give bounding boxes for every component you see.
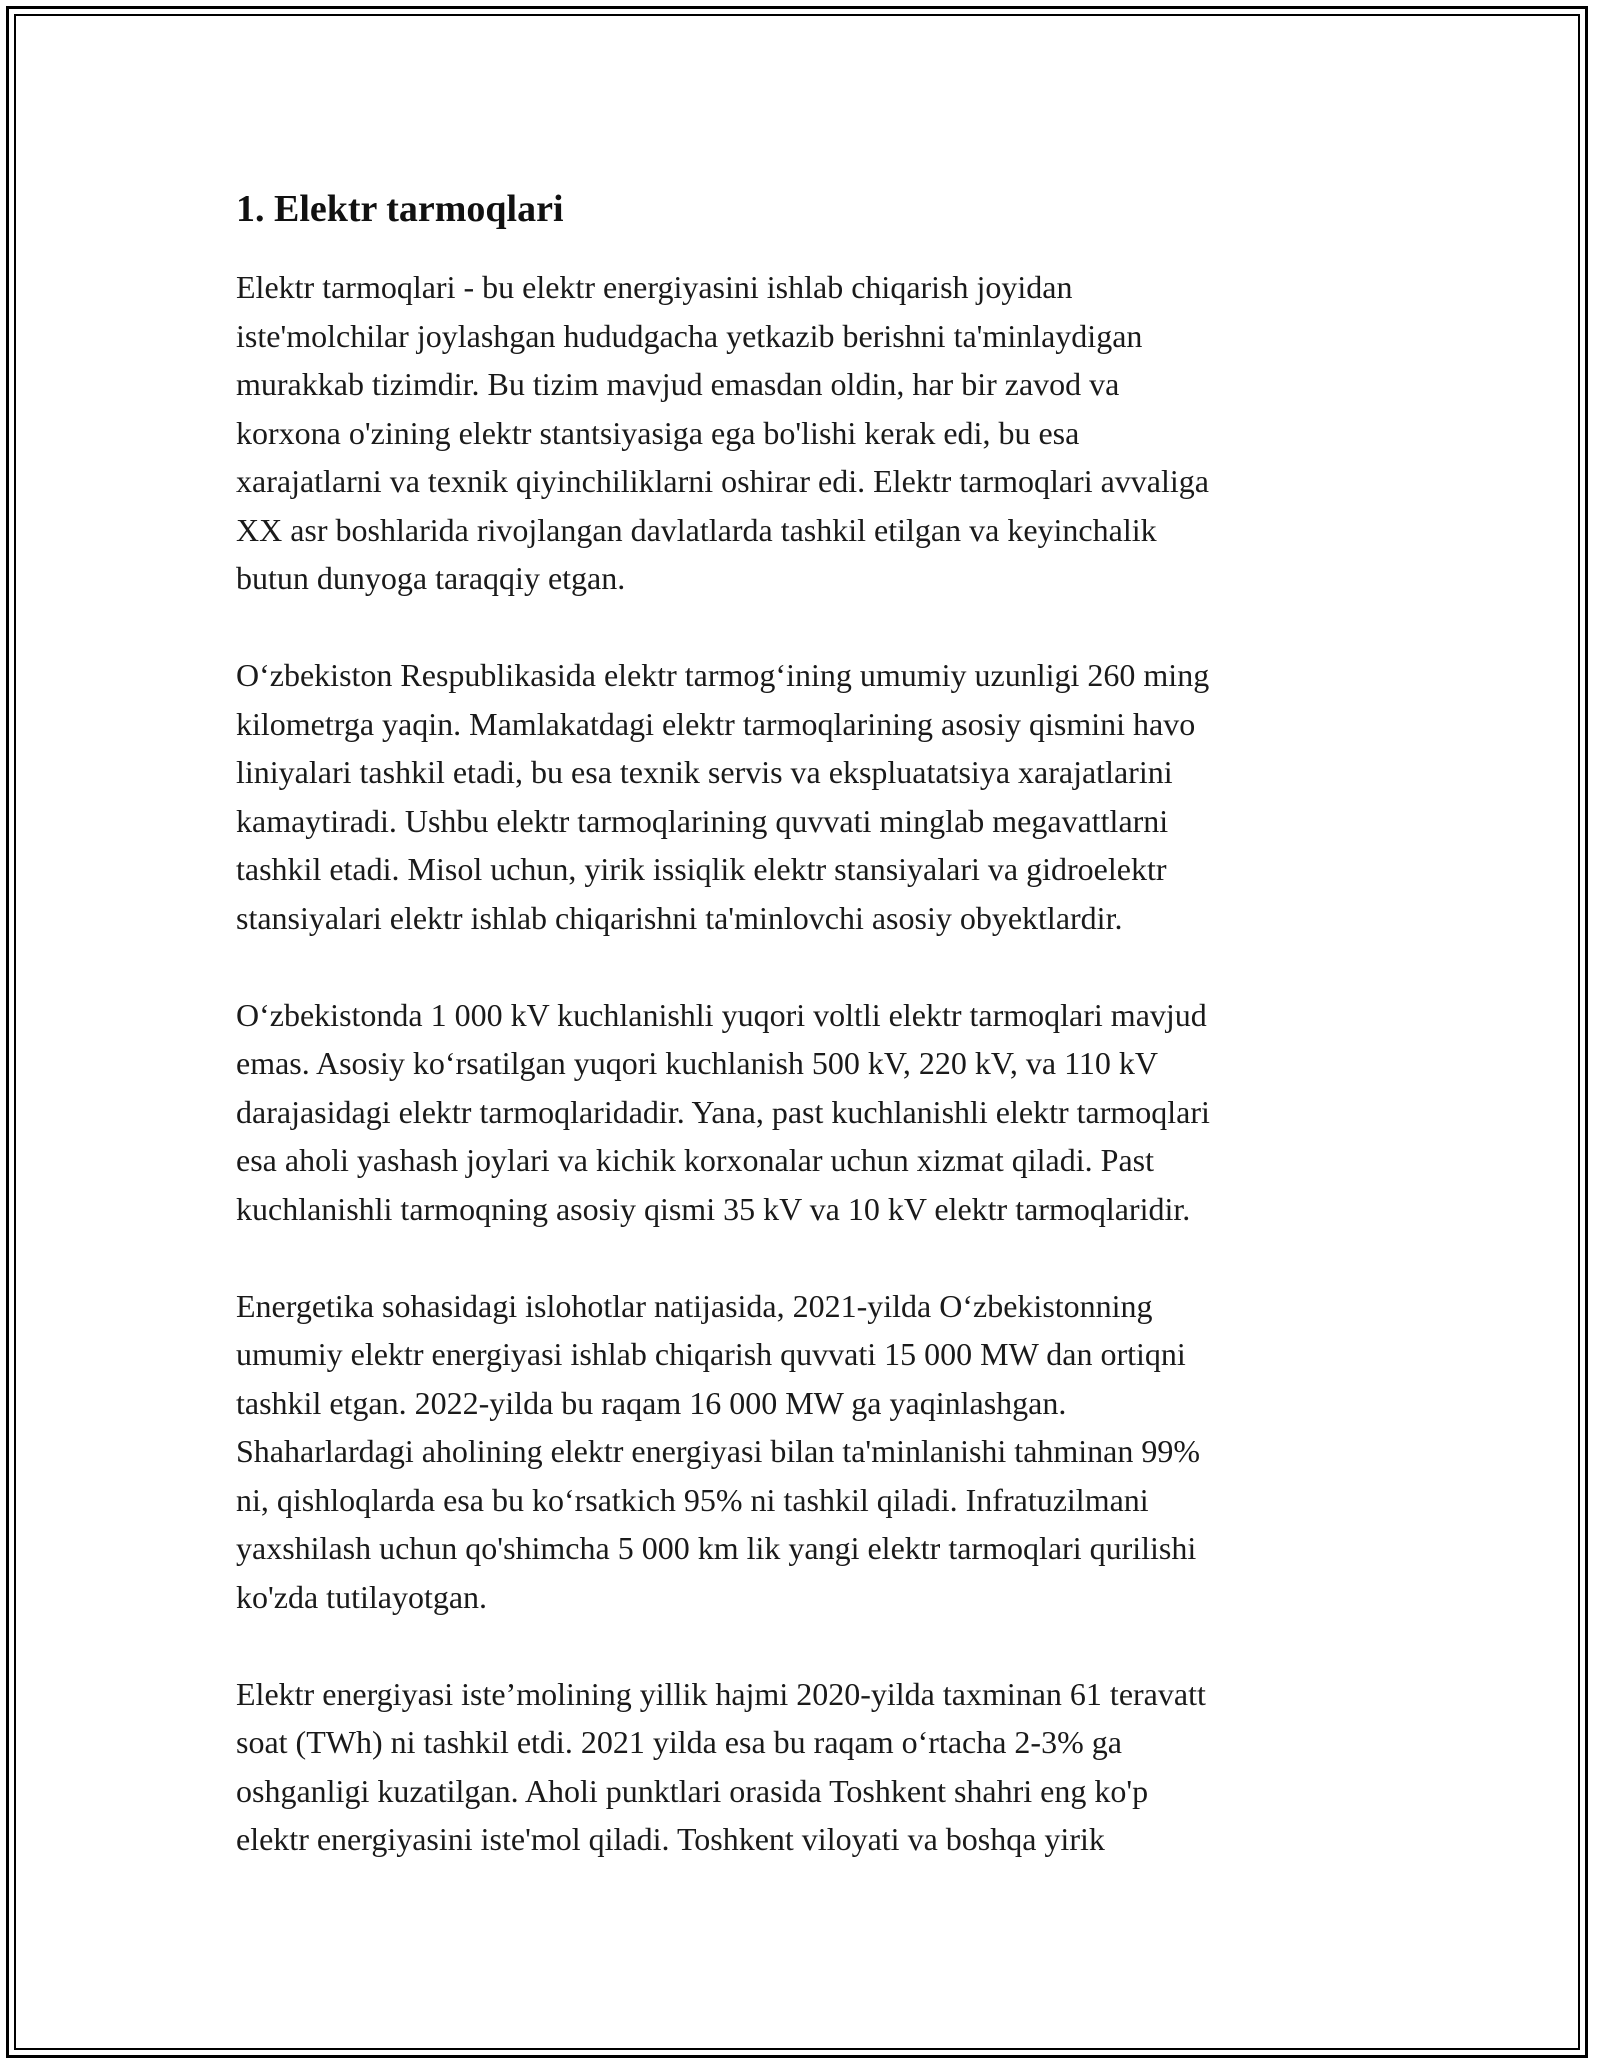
paragraph-voltage-levels	[236, 991, 1366, 1234]
text-line: elektr energiyasini iste'mol qiladi. Toshkent viloyati va boshqa yirik	[236, 1821, 1105, 1857]
text-line: Elektr tarmoqlari - bu elektr energiyasini ishlab chiqarish joyidan	[236, 269, 1073, 305]
text-line: murakkab tizimdir. Bu tizim mavjud emasdan oldin, har bir zavod va	[236, 366, 1120, 402]
text-line: XX asr boshlarida rivojlangan davlatlarda tashkil etilgan va keyinchalik	[236, 511, 1157, 548]
text-line: tashkil etgan. 2022-yilda bu raqam 16 000 MW ga yaqinlashgan.	[236, 1384, 1067, 1421]
text-line: ko'zda tutilayotgan.	[236, 1578, 488, 1615]
paragraph-annual-consumption	[236, 1670, 1366, 1864]
text-line: umumiy elektr energiyasi ishlab chiqarish quvvati 15 000 MW dan ortiqni	[236, 1336, 1186, 1372]
text-line: stansiyalari elektr ishlab chiqarishni ta'minlovchi asosiy obyektlardir.	[236, 899, 1123, 936]
text-line: kamaytiradi. Ushbu elektr tarmoqlarining quvvati minglab megavattlarni	[236, 802, 1169, 839]
text-line: kilometrga yaqin. Mamlakatdagi elektr tarmoqlarining asosiy qismini havo	[236, 705, 1196, 742]
text-line: Shaharlardagi aholining elektr energiyasi bilan ta'minlanishi tahminan 99%	[236, 1433, 1201, 1469]
text-line: iste'molchilar joylashgan hududgacha yetkazib berishni ta'minlaydigan	[236, 317, 1143, 354]
paragraph-electric-grids-definition	[236, 263, 1366, 603]
text-line: O‘zbekiston Respublikasida elektr tarmog‘ining umumiy uzunligi 260 ming	[236, 657, 1210, 693]
paragraph-energy-reforms	[236, 1282, 1366, 1622]
paragraph-uzbekistan-grid-length	[236, 651, 1366, 942]
text-line: butun dunyoga taraqqiy etgan.	[236, 560, 626, 596]
text-line: darajasidagi elektr tarmoqlaridadir. Yana, past kuchlanishli elektr tarmoqlari	[236, 1093, 1210, 1130]
text-line: O‘zbekistonda 1 000 kV kuchlanishli yuqori voltli elektr tarmoqlari mavjud	[236, 996, 1207, 1033]
text-line: xarajatlarni va texnik qiyinchiliklarni oshirar edi. Elektr tarmoqlari avvaliga	[236, 463, 1209, 499]
text-line: kuchlanishli tarmoqning asosiy qismi 35 kV va 10 kV elektr tarmoqlaridir.	[236, 1190, 1191, 1227]
text-line: oshganligi kuzatilgan. Aholi punktlari orasida Toshkent shahri eng ko'p	[236, 1772, 1149, 1809]
text-line: Elektr energiyasi iste’molining yillik hajmi 2020-yilda taxminan 61 teravatt	[236, 1675, 1206, 1712]
section-heading: 1. Elektr tarmoqlari	[236, 188, 564, 230]
text-line: esa aholi yashash joylari va kichik korxonalar uchun xizmat qiladi. Past	[236, 1142, 1154, 1178]
text-line: Energetika sohasidagi islohotlar natijasida, 2021-yilda O‘zbekistonning	[236, 1287, 1153, 1324]
text-line: liniyalari tashkil etadi, bu esa texnik servis va ekspluatatsiya xarajatlarini	[236, 754, 1173, 790]
text-line: ni, qishloqlarda esa bu ko‘rsatkich 95% ni tashkil qiladi. Infratuzilmani	[236, 1481, 1149, 1518]
text-line: soat (TWh) ni tashkil etdi. 2021 yilda esa bu raqam o‘rtacha 2-3% ga	[236, 1724, 1122, 1760]
text-line: korxona o'zining elektr stantsiyasiga ega bo'lishi kerak edi, bu esa	[236, 414, 1080, 451]
text-line: tashkil etadi. Misol uchun, yirik issiqlik elektr stansiyalari va gidroelektr	[236, 851, 1167, 887]
text-line: yaxshilash uchun qo'shimcha 5 000 km lik yangi elektr tarmoqlari qurilishi	[236, 1530, 1197, 1566]
text-line: emas. Asosiy ko‘rsatilgan yuqori kuchlanish 500 kV, 220 kV, va 110 kV	[236, 1045, 1159, 1081]
document-body	[236, 185, 1366, 1912]
